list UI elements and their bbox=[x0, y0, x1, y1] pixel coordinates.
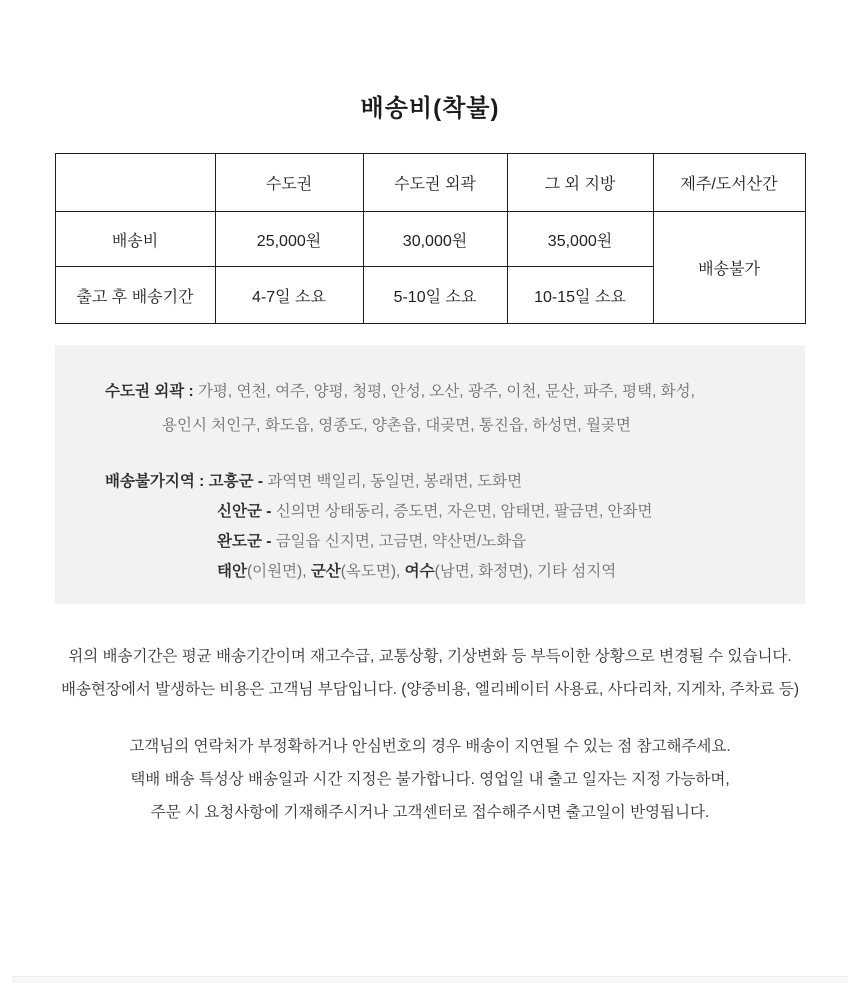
section-divider bbox=[12, 976, 848, 983]
shipping-notice-paragraph-2 bbox=[0, 730, 860, 829]
header-other-regions: 그 외 지방 bbox=[507, 154, 653, 212]
outskirts-line-1 bbox=[105, 375, 805, 409]
table-row-fee bbox=[55, 212, 805, 267]
outskirts-regions-text-2: 용인시 처인구, 화도읍, 영종도, 양촌읍, 대곶면, 통진읍, 하성면, 월곶면 bbox=[162, 417, 631, 434]
island-detail-taean: (이원면), bbox=[246, 563, 311, 580]
region-name-wando: 완도군 - bbox=[217, 533, 272, 550]
notice-line: 위의 배송기간은 평균 배송기간이며 재고수급, 교통상황, 기상변화 등 부득이한 상황으로 변경될 수 있습니다. bbox=[68, 648, 792, 665]
fee-sudogwon: 25,000원 bbox=[215, 212, 363, 267]
notice-line: 배송현장에서 발생하는 비용은 고객님 부담입니다. (양중비용, 엘리베이터 사용료, 사다리차, 지게차, 주차료 등) bbox=[60, 681, 800, 698]
undeliverable-line-3 bbox=[217, 527, 805, 557]
header-jeju-islands: 제주/도서산간 bbox=[653, 154, 805, 212]
island-name-gunsan: 군산 bbox=[310, 563, 341, 580]
cell-undeliverable: 배송불가 bbox=[653, 212, 805, 324]
notice-line: 주문 시 요청사항에 기재해주시거나 고객센터로 접수해주시면 출고일이 반영됩니다. bbox=[150, 804, 710, 821]
duration-sudogwon: 4-7일 소요 bbox=[215, 267, 363, 324]
notice-line: 고객님의 연락처가 부정확하거나 안심번호의 경우 배송이 지연될 수 있는 점 참고해주세요. bbox=[129, 738, 731, 755]
undeliverable-label: 배송불가지역 : bbox=[105, 473, 205, 490]
undeliverable-line-2 bbox=[217, 497, 805, 527]
notice-line: 택배 배송 특성상 배송일과 시간 지정은 불가합니다. 영업일 내 출고 일자는 지정 가능하며, bbox=[130, 771, 730, 788]
region-detail-wando: 금일읍 신지면, 고금면, 약산면/노화읍 bbox=[275, 533, 527, 550]
island-name-yeosu: 여수 bbox=[404, 563, 435, 580]
island-detail-gunsan: (옥도면), bbox=[340, 563, 405, 580]
outskirts-region-list bbox=[105, 375, 805, 443]
outskirts-regions-text: 가평, 연천, 여주, 양평, 청평, 안성, 오산, 광주, 이천, 문산, 파주, 평택, 화성, bbox=[197, 383, 695, 400]
shipping-info-section bbox=[0, 88, 860, 985]
header-sudogwon: 수도권 bbox=[215, 154, 363, 212]
row-label-fee: 배송비 bbox=[55, 212, 215, 267]
row-label-duration: 출고 후 배송기간 bbox=[55, 267, 215, 324]
shipping-fee-table bbox=[55, 153, 806, 324]
island-detail-yeosu: (남면, 화정면), 기타 섬지역 bbox=[434, 563, 617, 580]
outskirts-line-2 bbox=[162, 409, 805, 443]
region-notice-box bbox=[55, 345, 805, 604]
region-detail-goheung: 과역면 백일리, 동일면, 봉래면, 도화면 bbox=[267, 473, 523, 490]
undeliverable-line-1 bbox=[105, 467, 805, 497]
undeliverable-region-list bbox=[105, 467, 805, 587]
undeliverable-line-4 bbox=[217, 557, 805, 587]
header-empty bbox=[55, 154, 215, 212]
page-title: 배송비(착불) bbox=[360, 95, 500, 122]
duration-other: 10-15일 소요 bbox=[507, 267, 653, 324]
fee-other: 35,000원 bbox=[507, 212, 653, 267]
table-header-row bbox=[55, 154, 805, 212]
outskirts-label: 수도권 외곽 : bbox=[105, 383, 194, 400]
island-name-taean: 태안 bbox=[217, 563, 247, 580]
region-name-goheung: 고흥군 - bbox=[208, 473, 264, 490]
shipping-notice-paragraph-1 bbox=[0, 640, 860, 706]
region-detail-shinan: 신의면 상태동리, 증도면, 자은면, 암태면, 팔금면, 안좌면 bbox=[275, 503, 653, 520]
duration-outskirts: 5-10일 소요 bbox=[363, 267, 507, 324]
header-sudogwon-outskirts: 수도권 외곽 bbox=[363, 154, 507, 212]
fee-outskirts: 30,000원 bbox=[363, 212, 507, 267]
region-name-shinan: 신안군 - bbox=[217, 503, 272, 520]
